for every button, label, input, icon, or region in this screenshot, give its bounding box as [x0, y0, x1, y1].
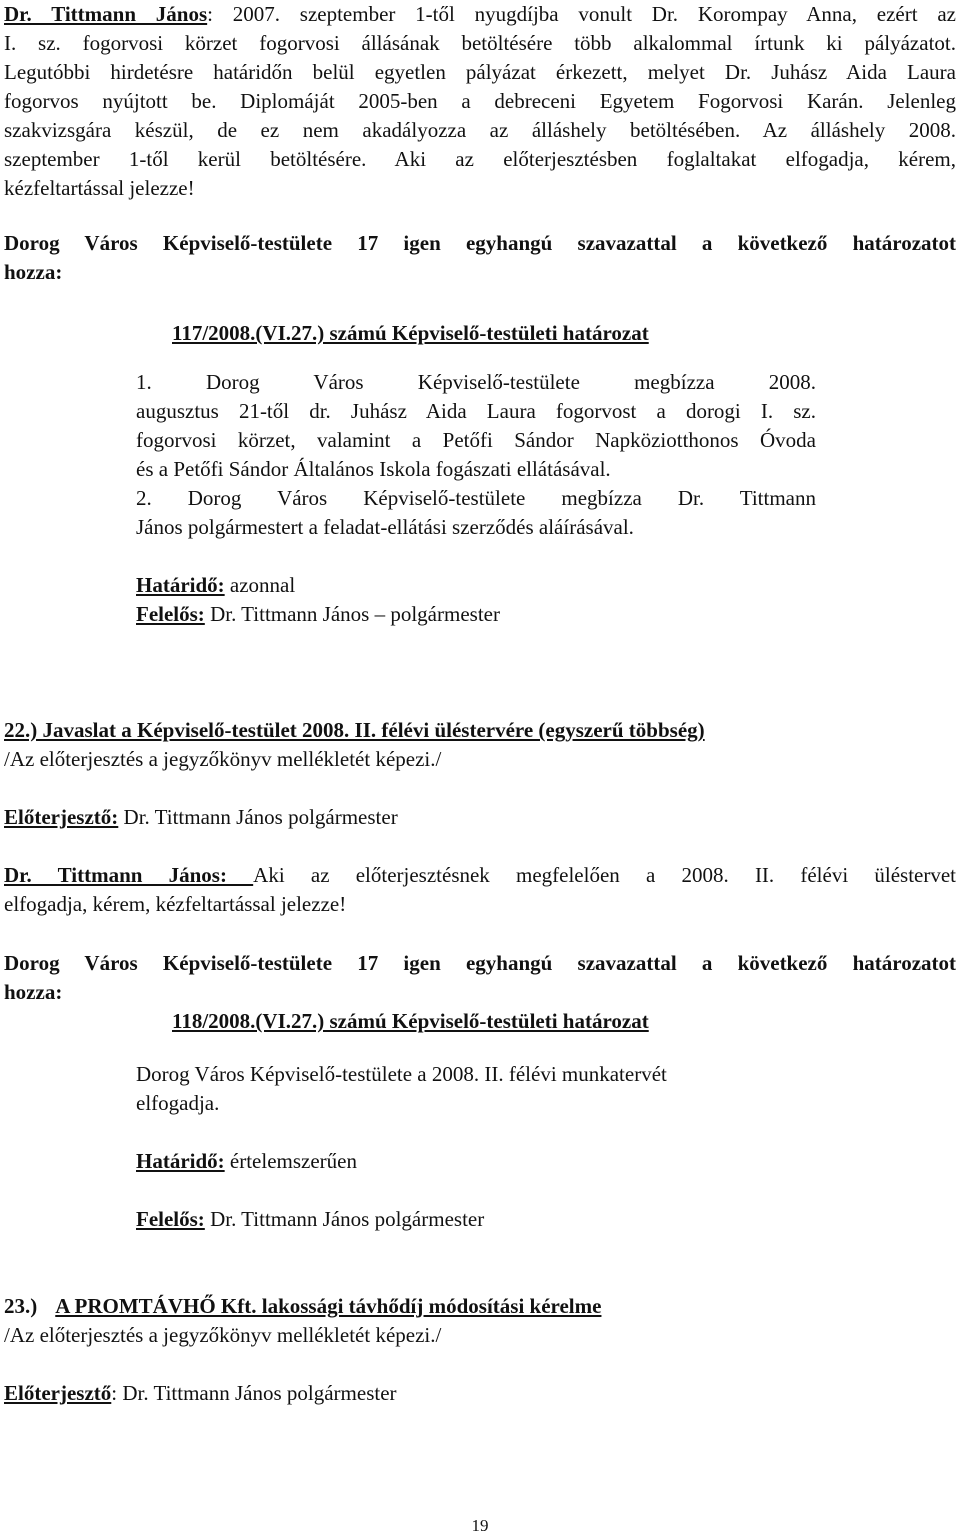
presenter-label: Előterjesztő [4, 1381, 112, 1405]
paragraph-text: : 2007. szeptember 1-től nyugdíjba vonult Dr. Korompay Anna, ezért az [207, 2, 956, 26]
item-22-presenter [4, 803, 956, 832]
presenter-value: Dr. Tittmann János polgármester [118, 805, 398, 829]
vote-statement-1 [4, 229, 956, 287]
paragraph-line: és a Petőfi Sándor Általános Iskola fogászati ellátásával. [136, 457, 611, 481]
resolution-line: elfogadja. [136, 1091, 220, 1115]
vote-line: Dorog Város Képviselő-testülete 17 igen egyhangú szavazattal a következő határozatot [4, 231, 956, 255]
resolution-117-title: 117/2008.(VI.27.) számú Képviselő-testületi határozat [172, 321, 649, 345]
resolution-117-deadline [136, 571, 816, 600]
paragraph-line: János polgármestert a feladat-ellátási szerződés aláírásával. [136, 515, 634, 539]
vote-line: hozza: [4, 260, 63, 284]
paragraph-line [4, 174, 956, 203]
responsible-label: Felelős: [136, 602, 205, 626]
paragraph-line: 1. Dorog Város Képviselő-testülete megbízza 2008. [136, 370, 816, 394]
paragraph-line [4, 0, 956, 29]
item-22-annex: /Az előterjesztés a jegyzőkönyv mellékletét képezi./ [4, 747, 442, 771]
item-23-number: 23.) [4, 1294, 38, 1318]
resolution-118-responsible [136, 1205, 816, 1234]
deadline-value: azonnal [224, 573, 296, 597]
deadline-label: Határidő: [136, 1149, 225, 1173]
paragraph-line [4, 145, 956, 174]
vote-statement-2 [4, 949, 956, 1007]
paragraph-text: szakvizsgára készül, de ez nem akadályozza az álláshely betöltésében. Az álláshely 2008. [4, 118, 956, 142]
speech-line [4, 861, 956, 890]
speaker-name: Dr. Tittmann János: [4, 863, 254, 887]
resolution-line: Dorog Város Képviselő-testülete a 2008. II. félévi munkatervét [136, 1062, 667, 1086]
paragraph-line [4, 29, 956, 58]
presenter-label: Előterjesztő: [4, 805, 119, 829]
paragraph-line: augusztus 21-től dr. Juhász Aida Laura fogorvost a dorogi I. sz. [136, 399, 816, 423]
deadline-label: Határidő: [136, 573, 225, 597]
item-23-annex: /Az előterjesztés a jegyzőkönyv mellékletét képezi./ [4, 1323, 442, 1347]
presenter-value: : Dr. Tittmann János polgármester [111, 1381, 397, 1405]
speech-text: Aki az előterjesztésnek megfelelően a 2008. II. félévi üléstervet [253, 863, 957, 887]
paragraph-line: 2. Dorog Város Képviselő-testülete megbízza Dr. Tittmann [136, 486, 816, 510]
vote-line: hozza: [4, 980, 63, 1004]
paragraph-text: fogorvos nyújtott be. Diplomáját 2005-ben a debreceni Egyetem Fogorvosi Karán. Jelenleg [4, 89, 956, 113]
paragraph-line [4, 87, 956, 116]
vote-line: Dorog Város Képviselő-testülete 17 igen egyhangú szavazattal a következő határozatot [4, 951, 956, 975]
paragraph-line [4, 58, 956, 87]
resolution-117-point-2 [136, 484, 816, 542]
paragraph-text: szeptember 1-től kerül betöltésére. Aki az előterjesztésben foglaltakat elfogadja, kérem, [4, 147, 956, 171]
paragraph-text: I. sz. fogorvosi körzet fogorvosi állásának betöltésére több alkalommal írtunk ki pályázatot. [4, 31, 956, 55]
item-23-heading-row [4, 1292, 956, 1321]
responsible-value: Dr. Tittmann János – polgármester [204, 602, 500, 626]
resolution-118-text [136, 1060, 816, 1118]
resolution-117-point-1 [136, 368, 816, 484]
item-23-heading: A PROMTÁVHŐ Kft. lakossági távhődíj módosítási kérelme [55, 1294, 602, 1318]
speech-line: elfogadja, kérem, kézfeltartással jelezze! [4, 892, 347, 916]
paragraph-text: Legutóbbi hirdetésre határidőn belül egyetlen pályázat érkezett, melyet Dr. Juhász Aida Laura [4, 60, 956, 84]
item-22-heading: 22.) Javaslat a Képviselő-testület 2008. II. félévi üléstervére (egyszerű többség) [4, 718, 705, 742]
responsible-value: Dr. Tittmann János polgármester [204, 1207, 485, 1231]
item-23-presenter [4, 1379, 956, 1408]
intro-paragraph [4, 0, 956, 203]
paragraph-line: fogorvosi körzet, valamint a Petőfi Sándor Napköziotthonos Óvoda [136, 428, 816, 452]
resolution-117-responsible [136, 600, 816, 629]
speaker-name: Dr. Tittmann János [4, 2, 208, 26]
responsible-label: Felelős: [136, 1207, 205, 1231]
resolution-118-deadline [136, 1147, 816, 1176]
page-number: 19 [471, 1516, 489, 1535]
item-22-speech [4, 861, 956, 919]
paragraph-text: kézfeltartással jelezze! [4, 176, 195, 200]
deadline-value: értelemszerűen [224, 1149, 357, 1173]
paragraph-line [4, 116, 956, 145]
resolution-118-title: 118/2008.(VI.27.) számú Képviselő-testületi határozat [172, 1009, 649, 1033]
